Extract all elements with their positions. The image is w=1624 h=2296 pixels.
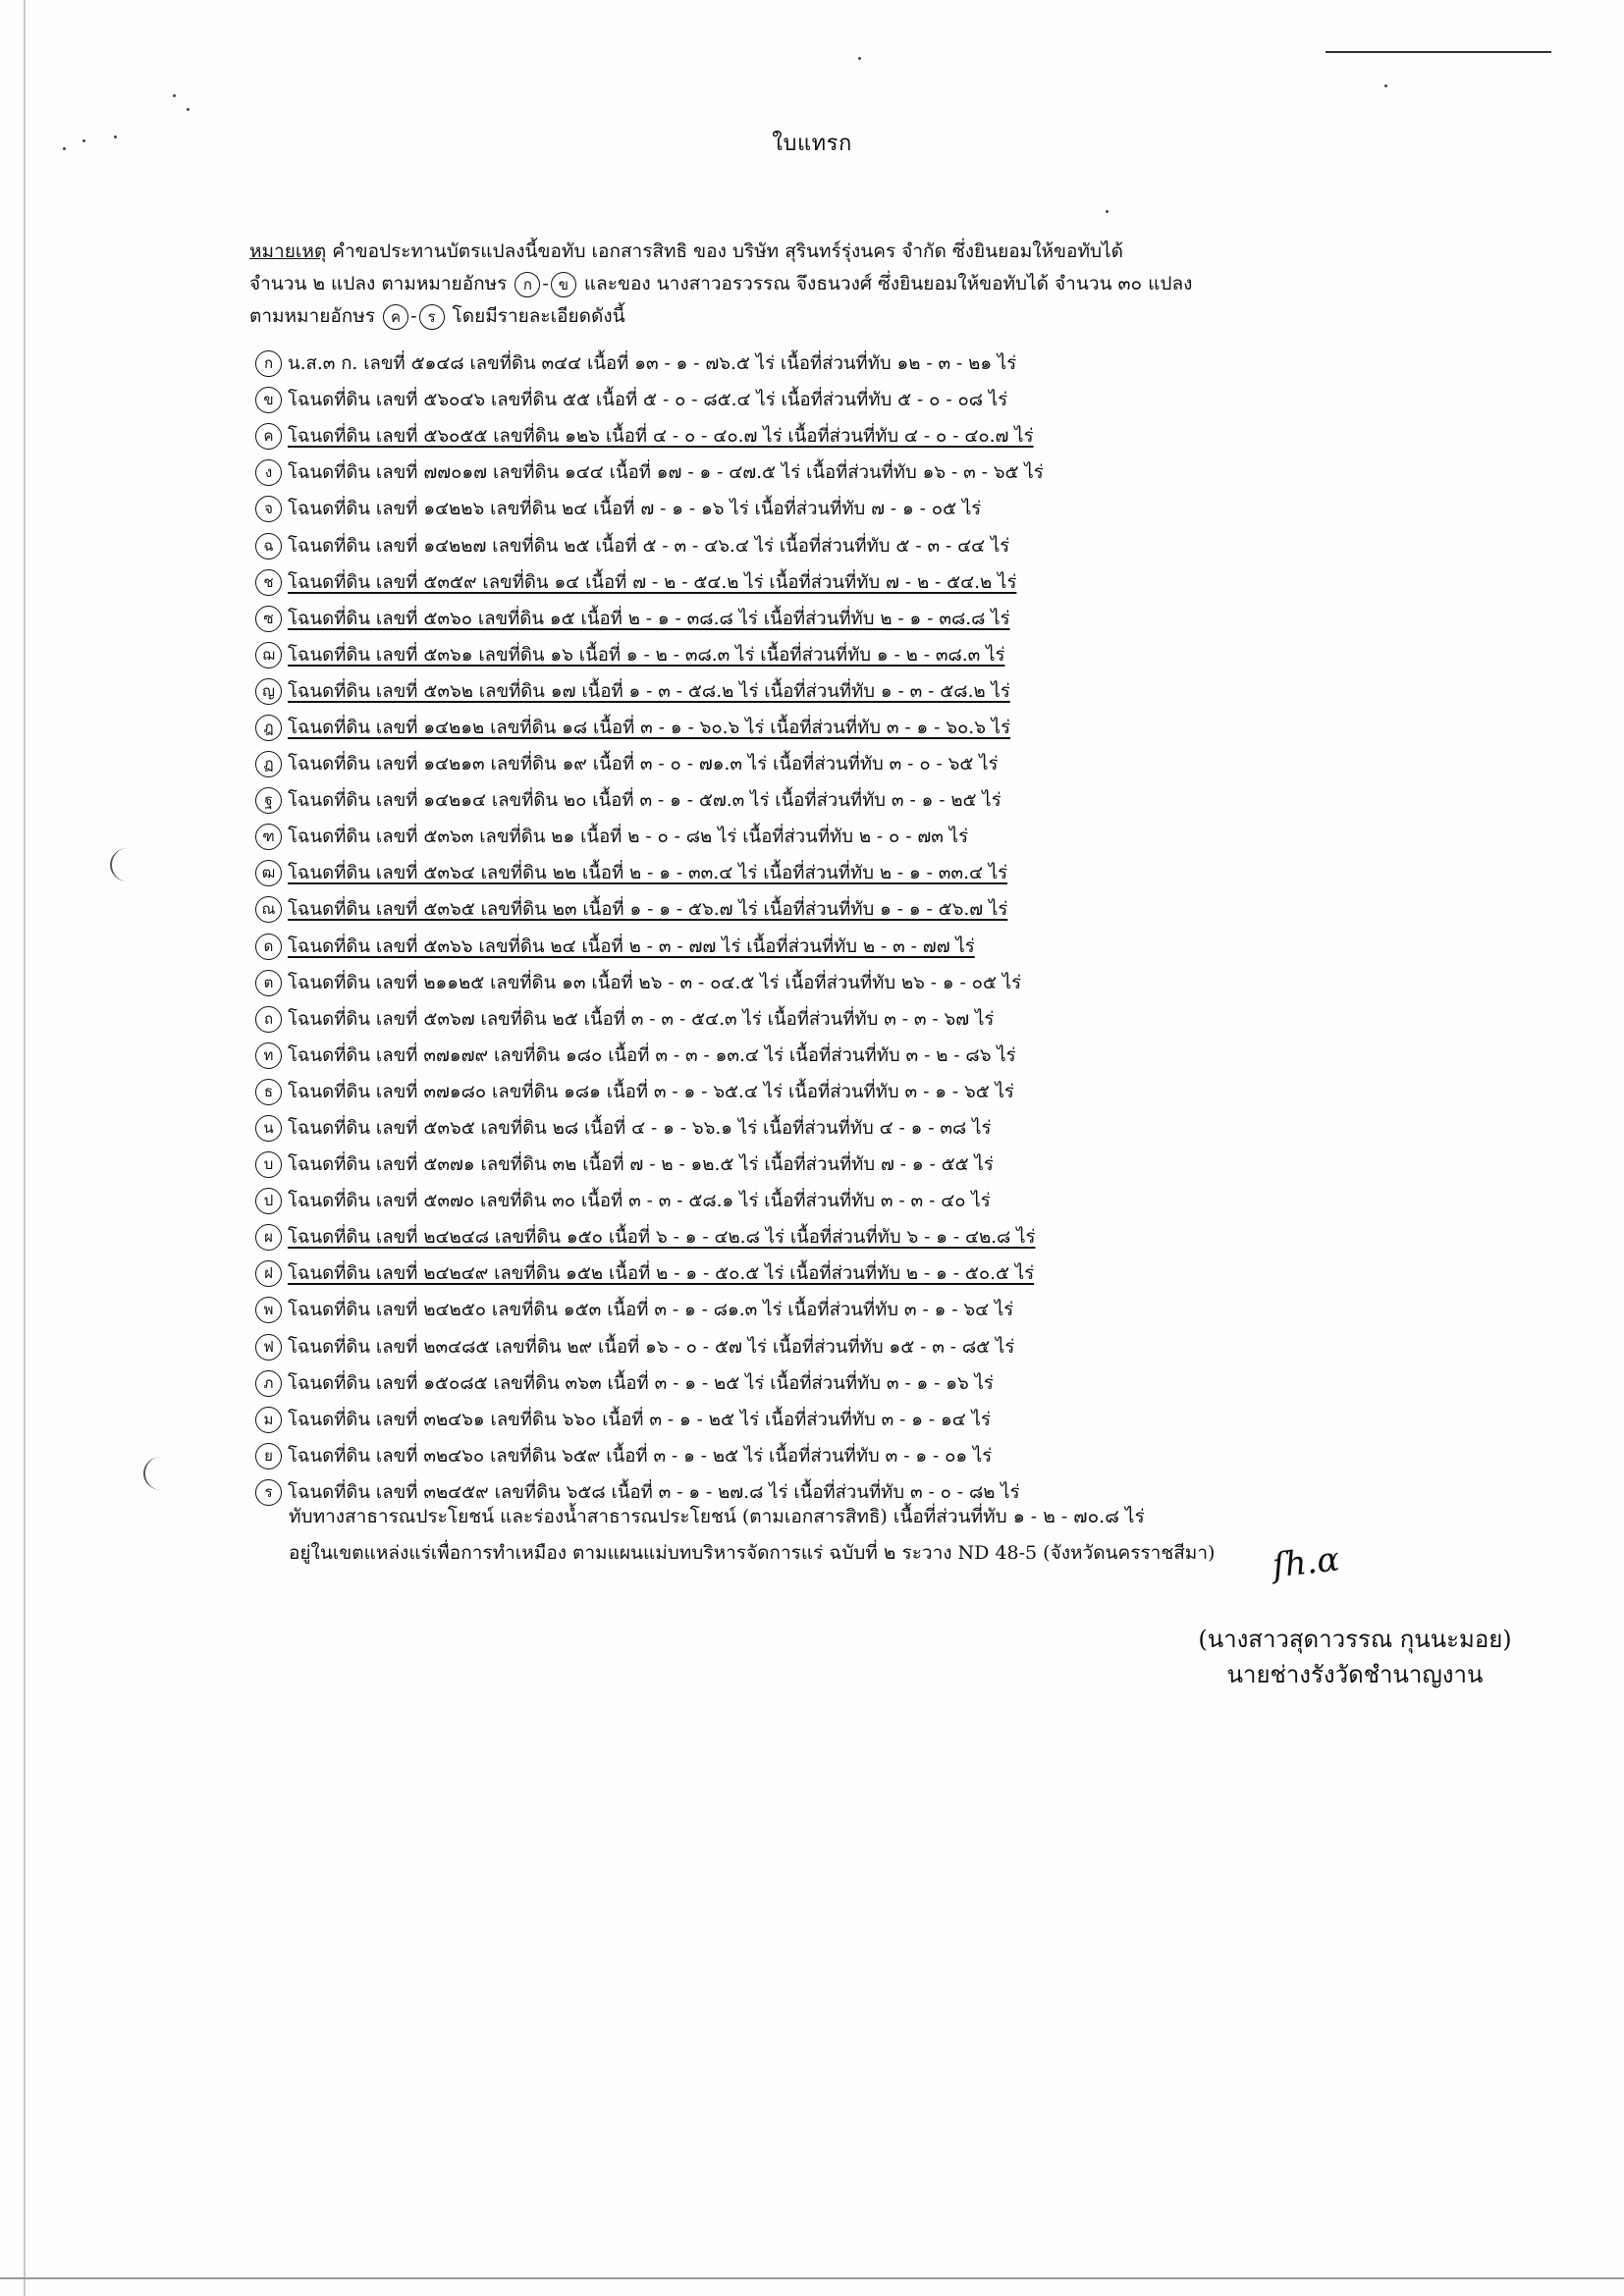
remark-footer-line-1: ทับทางสาธารณประโยชน์ และร่องน้ำสาธารณประโยชน์ (ตามเอกสารสิทธิ) เนื้อที่ส่วนที่ทับ ๑ - ๒ - ๗๐.๘ ไร่: [289, 1506, 1145, 1527]
parcel-item: [255, 1365, 1139, 1402]
range-dash: -: [542, 273, 549, 294]
remark-line-3-text-a: ตามหมายอักษร: [249, 305, 376, 327]
parcel-item: [255, 782, 1139, 819]
parcel-description: โฉนดที่ดิน เลขที่ ๕๓๖๕ เลขที่ดิน ๒๘ เนื้อที่ ๔ - ๑ - ๖๖.๑ ไร่ เนื้อที่ส่วนที่ทับ ๔ - ๑ - ๓๘ ไร่: [288, 1118, 992, 1140]
signer-block: [1149, 1622, 1561, 1692]
parcel-letter-marker: ณ: [255, 896, 282, 923]
parcel-item: [255, 1183, 1139, 1219]
parcel-letter-marker: ร: [255, 1479, 282, 1506]
parcel-item: [255, 673, 1139, 710]
parcel-list: [255, 346, 1139, 1511]
parcel-letter-marker: ฎ: [255, 715, 282, 741]
parcel-item: [255, 382, 1139, 418]
parcel-letter-marker: ด: [255, 934, 282, 960]
parcel-item: [255, 418, 1139, 454]
remark-line-2-text-a: จำนวน ๒ แปลง ตามหมายอักษร: [249, 273, 508, 294]
parcel-description: โฉนดที่ดิน เลขที่ ๕๓๖๔ เลขที่ดิน ๒๒ เนื้อที่ ๒ - ๑ - ๓๓.๔ ไร่ เนื้อที่ส่วนที่ทับ ๒ - ๑ - ๓๓.๔ ไร่: [288, 863, 1008, 884]
parcel-item: [255, 819, 1139, 855]
scan-speck: [173, 94, 176, 97]
parcel-letter-marker: พ: [255, 1297, 282, 1323]
parcel-letter-marker: ช: [255, 569, 282, 596]
parcel-letter-marker: ฑ: [255, 824, 282, 850]
parcel-description: โฉนดที่ดิน เลขที่ ๒๔๒๔๙ เลขที่ดิน ๑๕๒ เนื้อที่ ๒ - ๑ - ๕๐.๕ ไร่ เนื้อที่ส่วนที่ทับ ๒ - ๑ - ๕๐.๕ ไร่: [288, 1263, 1035, 1285]
handwritten-signature: ſh.ɑ: [1271, 1539, 1342, 1586]
parcel-letter-marker: ป: [255, 1188, 282, 1214]
scan-bottom-edge: [0, 2277, 1624, 2279]
range-dash: -: [410, 305, 417, 327]
parcel-item: [255, 710, 1139, 746]
parcel-description: โฉนดที่ดิน เลขที่ ๕๓๖๒ เลขที่ดิน ๑๗ เนื้อที่ ๑ - ๓ - ๕๘.๒ ไร่ เนื้อที่ส่วนที่ทับ ๑ - ๓ - ๕๘.๒ ไร่: [288, 680, 1010, 702]
parcel-item: [255, 1001, 1139, 1038]
parcel-item: [255, 1292, 1139, 1328]
scan-left-edge: [24, 0, 26, 2296]
parcel-letter-marker: ญ: [255, 678, 282, 705]
parcel-letter-marker: ก: [255, 350, 282, 377]
parcel-description: โฉนดที่ดิน เลขที่ ๑๔๒๒๖ เลขที่ดิน ๒๔ เนื้อที่ ๗ - ๑ - ๑๖ ไร่ เนื้อที่ส่วนที่ทับ ๗ - ๑ - ๐๕ ไร่: [288, 499, 982, 520]
parcel-letter-marker: บ: [255, 1151, 282, 1178]
parcel-description: โฉนดที่ดิน เลขที่ ๓๒๔๖๐ เลขที่ดิน ๖๕๙ เนื้อที่ ๓ - ๑ - ๒๕ ไร่ เนื้อที่ส่วนที่ทับ ๓ - ๑ - ๐๑ ไร่: [288, 1445, 993, 1467]
letter-marker: ร: [419, 304, 445, 330]
parcel-description: โฉนดที่ดิน เลขที่ ๕๓๖๖ เลขที่ดิน ๒๔ เนื้อที่ ๒ - ๓ - ๗๗ ไร่ เนื้อที่ส่วนที่ทับ ๒ - ๓ - ๗๗ ไร่: [288, 935, 975, 957]
remark-line-2: [249, 268, 1310, 300]
parcel-letter-marker: น: [255, 1115, 282, 1142]
parcel-letter-marker: ม: [255, 1407, 282, 1433]
parcel-item: [255, 1402, 1139, 1438]
parcel-letter-marker: ง: [255, 459, 282, 486]
parcel-description: โฉนดที่ดิน เลขที่ ๕๓๖๓ เลขที่ดิน ๒๑ เนื้อที่ ๒ - ๐ - ๘๒ ไร่ เนื้อที่ส่วนที่ทับ ๒ - ๐ - ๗๓ ไร่: [288, 827, 969, 848]
remark-footer: [289, 1499, 1271, 1572]
parcel-description: น.ส.๓ ก. เลขที่ ๕๑๔๘ เลขที่ดิน ๓๔๔ เนื้อที่ ๑๓ - ๑ - ๗๖.๕ ไร่ เนื้อที่ส่วนที่ทับ ๑๒ - ๓ - ๒๑ ไร่: [288, 353, 1017, 375]
parcel-description: โฉนดที่ดิน เลขที่ ๑๔๒๒๗ เลขที่ดิน ๒๕ เนื้อที่ ๕ - ๓ - ๔๖.๔ ไร่ เนื้อที่ส่วนที่ทับ ๕ - ๓ - ๔๔ ไร่: [288, 535, 1010, 557]
parcel-item: [255, 1219, 1139, 1255]
parcel-letter-marker: ถ: [255, 1006, 282, 1033]
parcel-item: [255, 1147, 1139, 1183]
parcel-description: โฉนดที่ดิน เลขที่ ๕๓๗๑ เลขที่ดิน ๓๒ เนื้อที่ ๗ - ๒ - ๑๒.๕ ไร่ เนื้อที่ส่วนที่ทับ ๗ - ๑ - ๕๕ ไร่: [288, 1154, 994, 1176]
punch-hole: [143, 1457, 179, 1490]
parcel-letter-marker: ธ: [255, 1079, 282, 1105]
parcel-item: [255, 1329, 1139, 1365]
page-title: ใบแทรก: [772, 132, 852, 156]
header-rule: [1326, 51, 1551, 53]
parcel-description: โฉนดที่ดิน เลขที่ ๑๔๒๑๓ เลขที่ดิน ๑๙ เนื้อที่ ๓ - ๐ - ๗๑.๓ ไร่ เนื้อที่ส่วนที่ทับ ๓ - ๐ - ๖๕ ไร่: [288, 754, 999, 775]
parcel-letter-marker: ผ: [255, 1224, 282, 1251]
parcel-item: [255, 601, 1139, 637]
parcel-letter-marker: ฉ: [255, 533, 282, 560]
parcel-item: [255, 564, 1139, 601]
parcel-description: โฉนดที่ดิน เลขที่ ๗๗๐๑๗ เลขที่ดิน ๑๔๔ เนื้อที่ ๑๗ - ๑ - ๔๗.๕ ไร่ เนื้อที่ส่วนที่ทับ ๑๖ - ๓ - ๖๕ ไร่: [288, 462, 1044, 484]
parcel-description: โฉนดที่ดิน เลขที่ ๑๕๐๘๕ เลขที่ดิน ๓๖๓ เนื้อที่ ๓ - ๑ - ๒๕ ไร่ เนื้อที่ส่วนที่ทับ ๓ - ๑ - ๑๖ ไร่: [288, 1372, 994, 1394]
remark-line-1-text: คำขอประทานบัตรแปลงนี้ขอทับ เอกสารสิทธิ ของ บริษัท สุรินทร์รุ่งนคร จำกัด ซึ่งยินยอมให้ขอทับได้: [332, 240, 1123, 262]
punch-hole: [110, 848, 145, 881]
parcel-letter-marker: ฌ: [255, 642, 282, 668]
parcel-description: โฉนดที่ดิน เลขที่ ๒๓๔๘๕ เลขที่ดิน ๒๙ เนื้อที่ ๑๖ - ๐ - ๕๗ ไร่ เนื้อที่ส่วนที่ทับ ๑๕ - ๓ - ๘๕ ไร่: [288, 1336, 1015, 1358]
parcel-description: โฉนดที่ดิน เลขที่ ๓๒๔๖๑ เลขที่ดิน ๖๖๐ เนื้อที่ ๓ - ๑ - ๒๕ ไร่ เนื้อที่ส่วนที่ทับ ๓ - ๑ - ๑๔ ไร่: [288, 1409, 991, 1430]
remark-paragraph: [249, 236, 1310, 333]
parcel-description: โฉนดที่ดิน เลขที่ ๕๖๐๕๕ เลขที่ดิน ๑๒๖ เนื้อที่ ๔ - ๐ - ๔๐.๗ ไร่ เนื้อที่ส่วนที่ทับ ๔ - ๐ - ๔๐.๗ ไร่: [288, 426, 1034, 448]
parcel-letter-marker: จ: [255, 496, 282, 522]
parcel-letter-marker: ภ: [255, 1370, 282, 1397]
parcel-letter-marker: ฟ: [255, 1334, 282, 1361]
parcel-description: โฉนดที่ดิน เลขที่ ๕๓๗๐ เลขที่ดิน ๓๐ เนื้อที่ ๓ - ๓ - ๕๘.๑ ไร่ เนื้อที่ส่วนที่ทับ ๓ - ๓ - ๔๐ ไร่: [288, 1191, 991, 1212]
parcel-description: โฉนดที่ดิน เลขที่ ๕๓๖๑ เลขที่ดิน ๑๖ เนื้อที่ ๑ - ๒ - ๓๘.๓ ไร่ เนื้อที่ส่วนที่ทับ ๑ - ๒ - ๓๘.๓ ไร่: [288, 644, 1005, 666]
scan-speck: [1106, 210, 1109, 213]
parcel-letter-marker: ข: [255, 387, 282, 413]
parcel-letter-marker: ท: [255, 1042, 282, 1069]
parcel-letter-marker: ฏ: [255, 751, 282, 777]
scan-speck: [1384, 84, 1387, 87]
parcel-item: [255, 1255, 1139, 1292]
parcel-letter-marker: ฝ: [255, 1260, 282, 1287]
parcel-letter-marker: ย: [255, 1443, 282, 1469]
parcel-description: โฉนดที่ดิน เลขที่ ๕๓๖๗ เลขที่ดิน ๒๕ เนื้อที่ ๓ - ๓ - ๕๔.๓ ไร่ เนื้อที่ส่วนที่ทับ ๓ - ๓ - ๖๗ ไร่: [288, 1008, 995, 1030]
parcel-item: [255, 1110, 1139, 1147]
parcel-item: [255, 491, 1139, 527]
letter-marker: ก: [514, 272, 540, 297]
parcel-item: [255, 929, 1139, 965]
parcel-item: [255, 855, 1139, 891]
scan-speck: [858, 57, 861, 60]
parcel-description: โฉนดที่ดิน เลขที่ ๑๔๒๑๒ เลขที่ดิน ๑๘ เนื้อที่ ๓ - ๑ - ๖๐.๖ ไร่ เนื้อที่ส่วนที่ทับ ๓ - ๑ - ๖๐.๖ ไร่: [288, 717, 1011, 738]
parcel-description: โฉนดที่ดิน เลขที่ ๕๖๐๔๖ เลขที่ดิน ๕๕ เนื้อที่ ๕ - ๐ - ๘๕.๔ ไร่ เนื้อที่ส่วนที่ทับ ๕ - ๐ - ๐๘ ไร่: [288, 390, 1008, 411]
remark-line-3-text-b: โดยมีรายละเอียดดังนี้: [452, 305, 625, 327]
parcel-description: โฉนดที่ดิน เลขที่ ๓๗๑๘๐ เลขที่ดิน ๑๘๑ เนื้อที่ ๓ - ๑ - ๖๕.๔ ไร่ เนื้อที่ส่วนที่ทับ ๓ - ๑ - ๖๕ ไร่: [288, 1081, 1014, 1102]
signer-name: (นางสาวสุดาวรรณ กุนนะมอย): [1198, 1626, 1512, 1653]
parcel-item: [255, 1074, 1139, 1110]
remark-line-2-text-b: และของ นางสาวอรวรรณ จึงธนวงศ์ ซึ่งยินยอมให้ขอทับได้ จำนวน ๓๐ แปลง: [583, 273, 1193, 294]
parcel-item: [255, 454, 1139, 491]
parcel-letter-marker: ฐ: [255, 787, 282, 814]
parcel-letter-marker: ต: [255, 970, 282, 996]
parcel-description: โฉนดที่ดิน เลขที่ ๒๑๑๒๕ เลขที่ดิน ๑๓ เนื้อที่ ๒๖ - ๓ - ๐๔.๕ ไร่ เนื้อที่ส่วนที่ทับ ๒๖ - ๑ - ๐๕ ไร่: [288, 972, 1022, 993]
parcel-description: โฉนดที่ดิน เลขที่ ๕๓๖๕ เลขที่ดิน ๒๓ เนื้อที่ ๑ - ๑ - ๕๖.๗ ไร่ เนื้อที่ส่วนที่ทับ ๑ - ๑ - ๕๖.๗ ไร่: [288, 899, 1008, 921]
parcel-letter-marker: ฒ: [255, 860, 282, 886]
parcel-description: โฉนดที่ดิน เลขที่ ๒๔๒๕๐ เลขที่ดิน ๑๕๓ เนื้อที่ ๓ - ๑ - ๘๑.๓ ไร่ เนื้อที่ส่วนที่ทับ ๓ - ๑ - ๖๔ ไร่: [288, 1300, 1014, 1321]
parcel-description: โฉนดที่ดิน เลขที่ ๕๓๖๐ เลขที่ดิน ๑๕ เนื้อที่ ๒ - ๑ - ๓๘.๘ ไร่ เนื้อที่ส่วนที่ทับ ๒ - ๑ - ๓๘.๘ ไร่: [288, 608, 1010, 629]
parcel-item: [255, 891, 1139, 928]
parcel-description: โฉนดที่ดิน เลขที่ ๒๔๒๔๘ เลขที่ดิน ๑๕๐ เนื้อที่ ๖ - ๑ - ๔๒.๘ ไร่ เนื้อที่ส่วนที่ทับ ๖ - ๑ - ๔๒.๘ ไร่: [288, 1227, 1036, 1249]
parcel-description: โฉนดที่ดิน เลขที่ ๑๔๒๑๔ เลขที่ดิน ๒๐ เนื้อที่ ๓ - ๑ - ๕๗.๓ ไร่ เนื้อที่ส่วนที่ทับ ๓ - ๑ - ๒๕ ไร่: [288, 790, 1001, 812]
parcel-item: [255, 1438, 1139, 1474]
parcel-description: โฉนดที่ดิน เลขที่ ๓๒๔๕๙ เลขที่ดิน ๖๕๘ เนื้อที่ ๓ - ๑ - ๒๗.๘ ไร่ เนื้อที่ส่วนที่ทับ ๓ - ๐ - ๘๒ ไร่: [288, 1481, 1020, 1503]
parcel-description: โฉนดที่ดิน เลขที่ ๓๗๑๗๙ เลขที่ดิน ๑๘๐ เนื้อที่ ๓ - ๓ - ๑๓.๔ ไร่ เนื้อที่ส่วนที่ทับ ๓ - ๒ - ๘๖ ไร่: [288, 1044, 1016, 1066]
parcel-item: [255, 746, 1139, 782]
parcel-letter-marker: ค: [255, 423, 282, 450]
parcel-item: [255, 527, 1139, 563]
remark-footer-line-2: อยู่ในเขตแหล่งแร่เพื่อการทำเหมือง ตามแผนแม่บทบริหารจัดการแร่ ฉบับที่ ๒ ระวาง ND 48-5 (จังหวัดนครราชสีมา): [289, 1542, 1216, 1564]
parcel-item: [255, 346, 1139, 382]
remark-label: หมายเหตุ: [249, 240, 327, 262]
letter-marker: ค: [383, 304, 408, 330]
scan-speck: [187, 108, 189, 111]
signer-position: นายช่างรังวัดชำนาญงาน: [1226, 1661, 1484, 1688]
parcel-item: [255, 965, 1139, 1001]
parcel-item: [255, 637, 1139, 673]
parcel-letter-marker: ซ: [255, 606, 282, 632]
remark-line-3: [249, 300, 1310, 333]
parcel-item: [255, 1038, 1139, 1074]
remark-line-1: [249, 236, 1310, 268]
parcel-description: โฉนดที่ดิน เลขที่ ๕๓๕๙ เลขที่ดิน ๑๔ เนื้อที่ ๗ - ๒ - ๕๔.๒ ไร่ เนื้อที่ส่วนที่ทับ ๗ - ๒ - ๕๔.๒ ไร่: [288, 571, 1017, 593]
letter-marker: ข: [551, 272, 576, 297]
